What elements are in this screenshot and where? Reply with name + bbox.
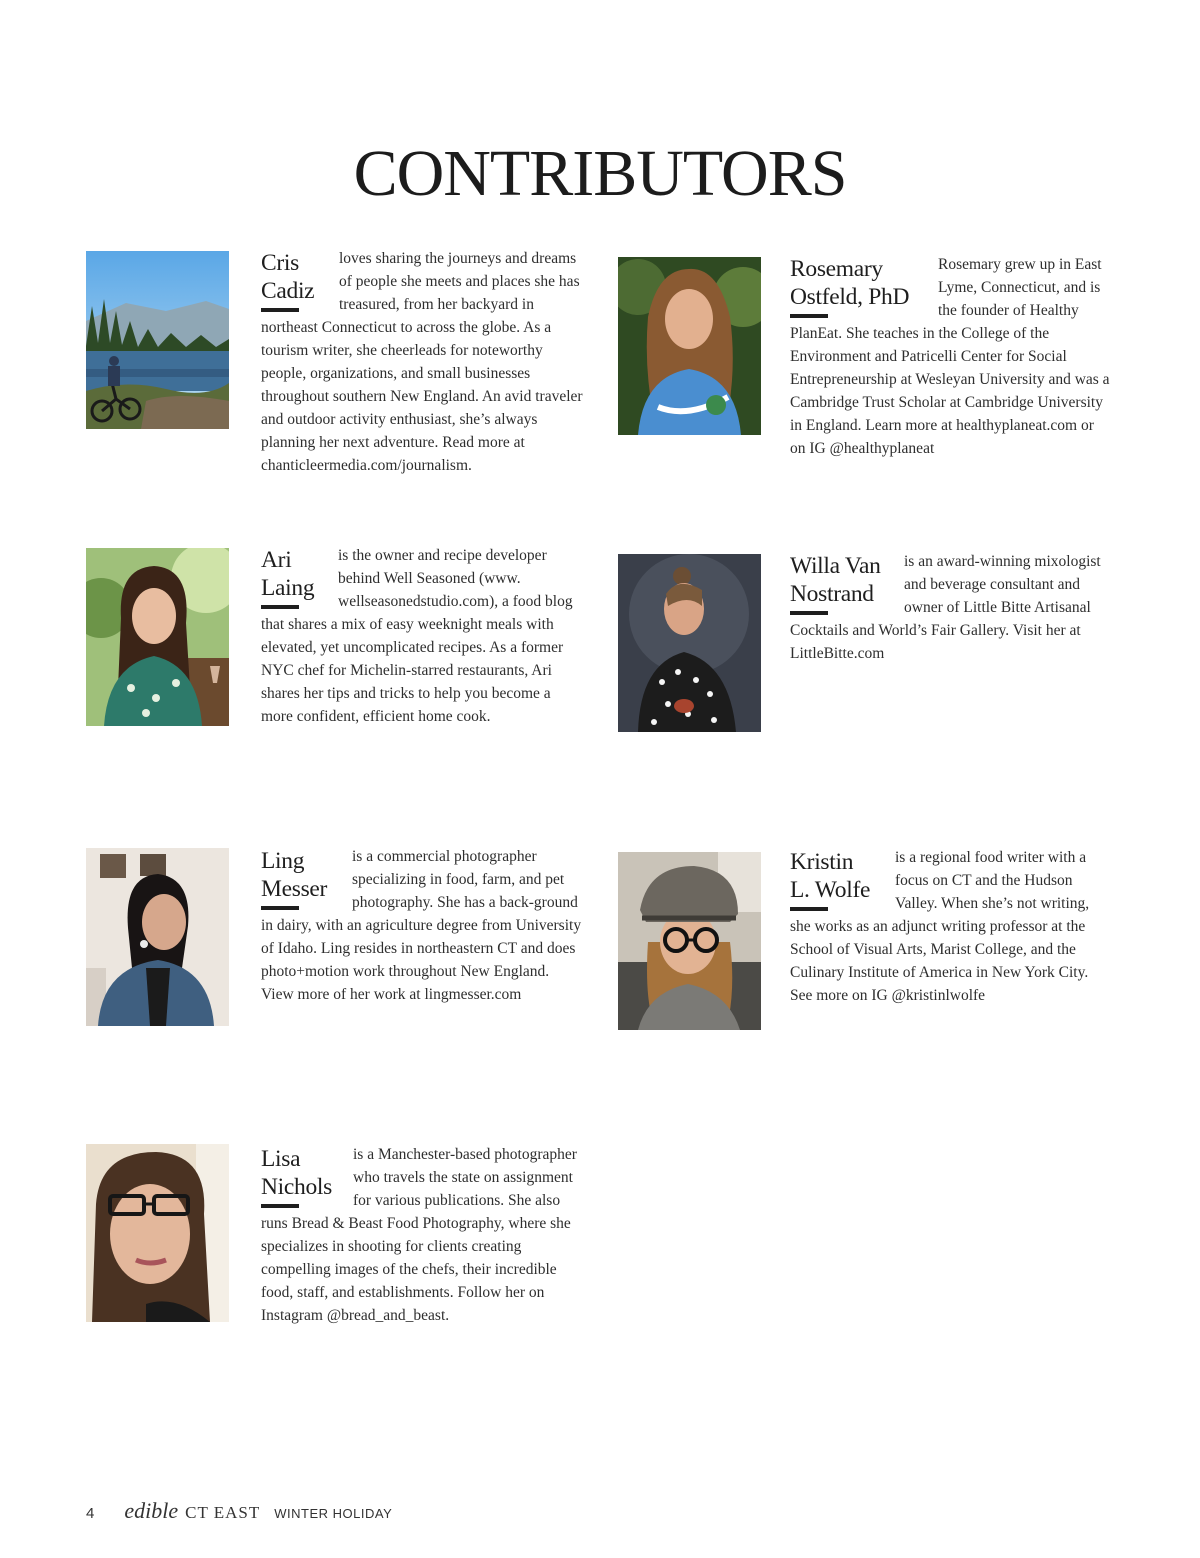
page-footer xyxy=(86,1498,392,1528)
contributor-name: Willa Van Nostrand xyxy=(790,550,904,615)
contributor-photo-lisa-nichols xyxy=(86,1144,229,1322)
name-underline xyxy=(261,1204,299,1208)
brand-logo: edible xyxy=(124,1498,179,1523)
name-underline xyxy=(790,907,828,911)
name-underline xyxy=(261,906,299,910)
name-underline xyxy=(261,308,299,312)
magazine-name: CT EAST xyxy=(185,1503,261,1522)
contributor-willa-van-nostrand xyxy=(790,550,1112,665)
contributor-bio: is a regional food writer with a focus on CT and the Hudson Valley. When she’s not writing, she works as an adjunct writing professor at the School of Visual Arts, Marist College, and the Culinary Institute of America in New York City. See more on IG @kristinlwolfe xyxy=(790,849,1090,1004)
contributor-bio: is the owner and recipe developer behind Well Seasoned (www. wellseasonedstudio.com), a food blog that shares a mix of easy weeknight meals with elevated, yet uncomplicated recipes. As a former NYC chef for Michelin-starred restaurants, Ari shares her tips and tricks to help you become a more confident, efficient home cook. xyxy=(261,547,573,725)
contributor-cris-cadiz xyxy=(261,247,584,477)
contributor-photo-rosemary-ostfeld xyxy=(618,257,761,435)
contributor-rosemary-ostfeld xyxy=(790,253,1112,460)
contributor-bio: is an award-winning mixologist and beverage consultant and owner of Little Bitte Artisanal Cocktails and World’s Fair Gallery. Visit her at LittleBitte.com xyxy=(790,553,1101,662)
contributor-photo-ari-laing xyxy=(86,548,229,726)
contributor-bio: Rosemary grew up in East Lyme, Connecticut, and is the founder of Healthy PlanEat. She teaches in the College of the Environment and Patricelli Center for Social Entrepreneurship at Wesleyan University and was a Cambridge Trust Scholar at Cambridge University in England. Learn more at healthyplaneat.com or on IG @healthyplaneat xyxy=(790,256,1110,457)
contributor-photo-ling-messer xyxy=(86,848,229,1026)
name-underline xyxy=(790,611,828,615)
contributor-ari-laing xyxy=(261,544,584,728)
contributor-lisa-nichols xyxy=(261,1143,585,1327)
contributor-bio: loves sharing the journeys and dreams of people she meets and places she has treasured, from her backyard in northeast Connecticut to across the globe. As a tourism writer, she cheerleads for noteworthy people, organizations, and small businesses throughout southern New England. An avid traveler and outdoor activity enthusiast, she’s always planning her next adventure. Read more at chanticleermedia.com/journalism. xyxy=(261,250,583,474)
page-title: CONTRIBUTORS xyxy=(353,137,847,211)
contributor-name: Lisa Nichols xyxy=(261,1143,353,1208)
contributor-photo-willa-van-nostrand xyxy=(618,554,761,732)
contributor-name: Kristin L. Wolfe xyxy=(790,846,895,911)
issue-name: WINTER HOLIDAY xyxy=(274,1506,393,1521)
contributor-kristin-wolfe xyxy=(790,846,1112,1007)
contributor-ling-messer xyxy=(261,845,584,1006)
page-number: 4 xyxy=(86,1505,95,1522)
contributor-name: Cris Cadiz xyxy=(261,247,339,312)
contributor-bio: is a commercial photographer specializing in food, farm, and pet photography. She has a back-ground in dairy, with an agriculture degree from University of Idaho. Ling resides in northeastern CT and does photo+motion work throughout New England. View more of her work at lingmesser.com xyxy=(261,848,582,1003)
contributor-bio: is a Manchester-based photographer who travels the state on assignment for various publications. She also runs Bread & Beast Food Photography, where she specializes in shooting for clients creating compelling images of the chefs, their incredible food, staff, and establishments. Follow her on Instagram @bread_and_beast. xyxy=(261,1146,577,1324)
contributor-name: Rosemary Ostfeld, PhD xyxy=(790,253,938,318)
contributor-photo-cris-cadiz xyxy=(86,251,229,429)
contributor-name: Ling Messer xyxy=(261,845,352,910)
contributor-photo-kristin-wolfe xyxy=(618,852,761,1030)
contributor-name: Ari Laing xyxy=(261,544,338,609)
name-underline xyxy=(261,605,299,609)
name-underline xyxy=(790,314,828,318)
